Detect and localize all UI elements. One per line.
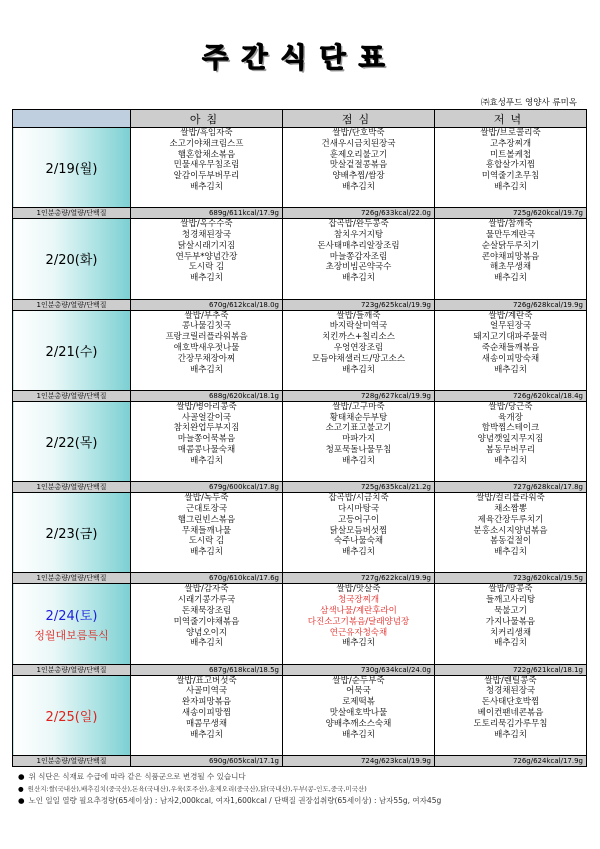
menu-item: 얼무된장국 bbox=[489, 321, 532, 332]
footnote-text: 노인 일일 열량 필요추정량(65세이상) : 남자2,000kcal, 여자1,600kcal / 단백질 권장섭취량(65세이상) : 남자55g, 여자45g bbox=[28, 796, 442, 805]
day-date: 2/23(금) bbox=[45, 527, 98, 543]
dinner-menu-cell bbox=[435, 401, 587, 481]
dinner-menu-cell bbox=[435, 310, 587, 390]
menu-item: 봄동무버무리 bbox=[485, 445, 536, 456]
day-row bbox=[13, 128, 587, 208]
menu-item: 민물새우무침조림 bbox=[173, 160, 240, 171]
menu-item: 황태채순두부탕 bbox=[329, 412, 388, 423]
menu-item: 배추김치 bbox=[494, 638, 527, 649]
menu-item: 미역줄기초무침 bbox=[481, 171, 540, 182]
menu-item: 마늘쫑감자조림 bbox=[329, 251, 388, 262]
breakfast-nutrition-value: 687g/618kcal/18.5g bbox=[131, 664, 283, 675]
menu-item-list bbox=[435, 584, 586, 649]
menu-item: 쌀밥/컬리플라워죽 bbox=[476, 493, 545, 504]
menu-item-list bbox=[131, 584, 282, 649]
menu-item: 청국장찌개 bbox=[337, 595, 380, 606]
menu-item: 양념깻잎지무지짐 bbox=[477, 434, 544, 445]
menu-item: 돈채묵장조림 bbox=[181, 606, 232, 616]
page-title: 주간식단표 bbox=[202, 43, 398, 74]
menu-item: 참치우거지탕 bbox=[333, 230, 384, 241]
breakfast-menu-cell bbox=[131, 584, 283, 664]
breakfast-menu-cell bbox=[131, 401, 283, 481]
company-name: ㈜효성푸드 영양사 류미옥 bbox=[480, 98, 577, 108]
menu-item: 다시마탕국 bbox=[337, 503, 380, 514]
breakfast-nutrition-value: 670g/612kcal/18.0g bbox=[131, 299, 283, 310]
menu-item: 배추김치 bbox=[342, 273, 375, 284]
nutrition-label: 1인분총량/열량/단백질 bbox=[13, 573, 131, 584]
day-date: 2/25(일) bbox=[45, 709, 98, 725]
menu-item: 배추김치 bbox=[342, 729, 375, 740]
menu-item: 돈사태매추리알장조림 bbox=[317, 240, 400, 251]
menu-item: 육개장 bbox=[498, 412, 523, 423]
menu-item: 사골얼갈이국 bbox=[181, 412, 232, 423]
breakfast-nutrition-value: 689g/611kcal/17.9g bbox=[131, 208, 283, 219]
menu-table bbox=[12, 109, 587, 767]
day-cell bbox=[13, 584, 131, 664]
menu-item: 쌀밥/땅콩죽 bbox=[488, 584, 533, 595]
breakfast-menu-cell bbox=[131, 219, 283, 299]
menu-item: 배추김치 bbox=[342, 455, 375, 466]
menu-item: 바지락살미역국 bbox=[329, 321, 388, 332]
menu-item: 삼색나물/계란후라이 bbox=[320, 606, 397, 616]
day-date: 2/22(목) bbox=[45, 435, 98, 451]
nutrition-row bbox=[13, 390, 587, 401]
menu-item-list bbox=[131, 219, 282, 284]
day-cell bbox=[13, 128, 131, 208]
menu-item: 배추김치 bbox=[494, 455, 527, 466]
day-cell bbox=[13, 401, 131, 481]
menu-item: 쌀밥/감자죽 bbox=[184, 584, 229, 595]
menu-item: 도시락 김 bbox=[188, 262, 225, 273]
menu-item: 쌀밥/참깨죽 bbox=[488, 219, 533, 230]
menu-item: 양배추깨소스숙채 bbox=[325, 718, 392, 729]
menu-item-list bbox=[283, 676, 434, 741]
lunch-menu-cell bbox=[283, 675, 435, 755]
menu-item: 함박찜스테이크 bbox=[481, 423, 540, 434]
menu-item-list bbox=[435, 676, 586, 741]
day-row bbox=[13, 310, 587, 390]
day-row bbox=[13, 401, 587, 481]
menu-item: 배추김치 bbox=[342, 181, 375, 192]
menu-item: 마늘쫑어묵볶음 bbox=[177, 434, 236, 445]
lunch-nutrition-value: 724g/623kcal/19.9g bbox=[283, 756, 435, 767]
menu-item: 청경채된장국 bbox=[181, 230, 232, 241]
menu-item: 콘야채피망볶음 bbox=[481, 251, 540, 262]
menu-item: 배추김치 bbox=[190, 364, 223, 375]
day-date: 2/19(월) bbox=[45, 162, 98, 178]
menu-item-list bbox=[435, 219, 586, 284]
menu-item: 양배추찜/쌈장 bbox=[332, 171, 385, 182]
menu-item: 배추김치 bbox=[494, 364, 527, 375]
menu-item: 쌀밥/단호박죽 bbox=[332, 128, 385, 138]
menu-item: 프랑크릴러플라워볶음 bbox=[165, 332, 248, 343]
menu-item: 배추김치 bbox=[494, 729, 527, 740]
day-date: 2/21(수) bbox=[45, 344, 98, 360]
lunch-menu-cell bbox=[283, 310, 435, 390]
lunch-nutrition-value: 723g/625kcal/19.9g bbox=[283, 299, 435, 310]
menu-item: 배추김치 bbox=[190, 547, 223, 558]
menu-item: 근대토장국 bbox=[185, 503, 228, 514]
menu-item-list bbox=[435, 311, 586, 376]
dinner-nutrition-value: 723g/620kcal/19.5g bbox=[435, 573, 587, 584]
menu-item: 쌀밥/순두부죽 bbox=[332, 675, 385, 686]
lunch-nutrition-value: 730g/634kcal/24.0g bbox=[283, 664, 435, 675]
menu-item-list bbox=[131, 128, 282, 193]
footnote-text: 원산지:쌀(국내산),배추김치(중국산),돈육(국내산),우육(호주산),훈제오리(중국산),닭(국내산),두부(콩-인도,중국,미국산) bbox=[27, 785, 367, 793]
menu-item: 쌀밥/렌틸콩죽 bbox=[484, 675, 537, 686]
lunch-nutrition-value: 727g/622kcal/19.9g bbox=[283, 573, 435, 584]
menu-item: 배추김치 bbox=[190, 638, 223, 649]
lunch-menu-cell bbox=[283, 128, 435, 208]
menu-item: 치킨까스+칠리소스 bbox=[322, 332, 395, 343]
menu-item: 물만두계란국 bbox=[485, 230, 536, 241]
menu-item: 미역줄기야채볶음 bbox=[173, 616, 240, 627]
dinner-nutrition-value: 727g/628kcal/17.8g bbox=[435, 482, 587, 493]
menu-item: 배추김치 bbox=[342, 638, 375, 649]
nutrition-label: 1인분총량/열량/단백질 bbox=[13, 299, 131, 310]
menu-item: 완자피망볶음 bbox=[181, 697, 232, 708]
dinner-menu-cell bbox=[435, 128, 587, 208]
menu-item: 연두부*양념간장 bbox=[175, 251, 238, 262]
menu-item: 매콤콩나물숙채 bbox=[177, 445, 236, 456]
menu-item: 마파가지 bbox=[342, 434, 375, 445]
menu-item: 청경채된장국 bbox=[485, 686, 536, 697]
menu-item: 다진소고기볶음/달래양념장 bbox=[307, 616, 410, 627]
menu-item-list bbox=[131, 493, 282, 558]
menu-item: 들깨고사리탕 bbox=[485, 595, 536, 606]
menu-item: 매콤무생채 bbox=[185, 718, 228, 729]
menu-item: 순살닭두루치기 bbox=[481, 240, 540, 251]
menu-item: 간장무채장아찌 bbox=[177, 353, 236, 364]
menu-item: 돈사태단호박찜 bbox=[481, 697, 540, 708]
menu-item-list bbox=[131, 402, 282, 467]
bullet-icon: ● bbox=[18, 796, 25, 805]
menu-item: 배추김치 bbox=[494, 273, 527, 284]
day-row bbox=[13, 219, 587, 299]
menu-item: 치커리생채 bbox=[489, 627, 532, 638]
day-special-note: 정월대보름특식 bbox=[34, 629, 109, 643]
menu-item: 묵불고기 bbox=[494, 606, 527, 616]
lunch-nutrition-value: 726g/633kcal/22.0g bbox=[283, 208, 435, 219]
header-dinner: 저녁 bbox=[435, 110, 587, 128]
menu-item: 배추김치 bbox=[190, 455, 223, 466]
nutrition-label: 1인분총량/열량/단백질 bbox=[13, 390, 131, 401]
menu-item: 베이컨팬네콘볶음 bbox=[477, 708, 544, 719]
breakfast-menu-cell bbox=[131, 310, 283, 390]
menu-item: 새송이피망찜 bbox=[181, 708, 232, 719]
menu-item: 도시락 김 bbox=[188, 536, 225, 547]
menu-item: 청포묵돌나물무침 bbox=[325, 445, 392, 456]
nutrition-row bbox=[13, 756, 587, 767]
footnote bbox=[18, 783, 588, 795]
menu-item: 봄동겉절이 bbox=[489, 536, 532, 547]
menu-item: 해초무생채 bbox=[489, 262, 532, 273]
dinner-nutrition-value: 726g/624kcal/17.9g bbox=[435, 756, 587, 767]
menu-item: 어묵국 bbox=[346, 686, 371, 697]
dinner-menu-cell bbox=[435, 493, 587, 573]
menu-item: 숙주나물숙채 bbox=[333, 536, 384, 547]
menu-item: 사골미역국 bbox=[185, 686, 228, 697]
breakfast-menu-cell bbox=[131, 675, 283, 755]
menu-item: 배추김치 bbox=[494, 181, 527, 192]
menu-item: 쌀밥/병아리콩죽 bbox=[176, 401, 237, 412]
nutrition-label: 1인분총량/열량/단백질 bbox=[13, 208, 131, 219]
menu-item: 죽순채들깨볶음 bbox=[481, 342, 540, 353]
menu-item: 햄그린빈스볶음 bbox=[177, 514, 236, 525]
menu-item: 쌀밥/맛살죽 bbox=[336, 584, 381, 595]
menu-item: 돼지고기대파주물럭 bbox=[473, 332, 548, 343]
menu-item: 가지나물볶음 bbox=[485, 616, 536, 627]
bullet-icon: ● bbox=[18, 772, 25, 781]
menu-item: 배추김치 bbox=[190, 729, 223, 740]
menu-item: 미트볼케첩 bbox=[489, 149, 532, 160]
menu-item: 양념오이지 bbox=[185, 627, 228, 638]
menu-item: 알감이두부버무리 bbox=[173, 171, 240, 182]
dinner-menu-cell bbox=[435, 584, 587, 664]
menu-item: 쌀밥/부추죽 bbox=[184, 310, 229, 321]
menu-item: 닭살시래기지짐 bbox=[177, 240, 236, 251]
menu-item-list bbox=[131, 676, 282, 741]
menu-item: 잡곡밥/완두콩죽 bbox=[328, 219, 389, 230]
menu-item: 잡곡밥/시금치죽 bbox=[328, 493, 389, 504]
dinner-nutrition-value: 722g/621kcal/18.1g bbox=[435, 664, 587, 675]
day-row bbox=[13, 584, 587, 664]
menu-item: 닭살모듬버섯찜 bbox=[329, 525, 388, 536]
menu-item: 배추김치 bbox=[342, 364, 375, 375]
dinner-menu-cell bbox=[435, 675, 587, 755]
nutrition-row bbox=[13, 208, 587, 219]
header-corner bbox=[13, 110, 131, 128]
menu-item: 초장비빔곤약국수 bbox=[325, 262, 392, 273]
menu-item: 새송이피망숙채 bbox=[481, 353, 540, 364]
menu-item-list bbox=[131, 311, 282, 376]
dinner-menu-cell bbox=[435, 219, 587, 299]
menu-item: 맛살애호박나물 bbox=[329, 708, 388, 719]
menu-item-list bbox=[283, 402, 434, 467]
menu-item: 쌀밥/브로콜리죽 bbox=[480, 128, 541, 138]
dinner-nutrition-value: 725g/620kcal/19.7g bbox=[435, 208, 587, 219]
menu-item: 햄혼합채소볶음 bbox=[177, 149, 236, 160]
menu-item: 훈제오리불고기 bbox=[329, 149, 388, 160]
menu-item: 콩나물김칫국 bbox=[181, 321, 232, 332]
menu-item: 시래기콩가루국 bbox=[177, 595, 236, 606]
menu-item: 흥합살가지찜 bbox=[485, 160, 536, 171]
menu-item-list bbox=[283, 584, 434, 649]
header-row bbox=[13, 110, 587, 128]
breakfast-nutrition-value: 688g/620kcal/18.1g bbox=[131, 390, 283, 401]
nutrition-label: 1인분총량/열량/단백질 bbox=[13, 756, 131, 767]
footnote-text: 위 식단은 식재료 수급에 따라 같은 식품군으로 변경될 수 있습니다 bbox=[28, 772, 246, 781]
day-cell bbox=[13, 219, 131, 299]
menu-item: 배추김치 bbox=[190, 273, 223, 284]
nutrition-row bbox=[13, 299, 587, 310]
nutrition-row bbox=[13, 664, 587, 675]
header-breakfast: 아침 bbox=[131, 110, 283, 128]
breakfast-menu-cell bbox=[131, 128, 283, 208]
nutrition-label: 1인분총량/열량/단백질 bbox=[13, 664, 131, 675]
menu-item: 우엉연장조림 bbox=[333, 342, 384, 353]
menu-item: 배추김치 bbox=[342, 547, 375, 558]
day-cell bbox=[13, 675, 131, 755]
menu-item: 무채들깨나물 bbox=[181, 525, 232, 536]
nutrition-label: 1인분총량/열량/단백질 bbox=[13, 482, 131, 493]
day-date: 2/20(화) bbox=[45, 253, 98, 269]
menu-item: 맛살겉절콩볶음 bbox=[329, 160, 388, 171]
menu-item: 쌀밥/표고버섯죽 bbox=[176, 675, 237, 686]
day-row bbox=[13, 493, 587, 573]
menu-item: 쌀밥/들깨죽 bbox=[336, 310, 381, 321]
menu-item: 애호박새우젓나물 bbox=[173, 342, 240, 353]
menu-item: 제육간장두루치기 bbox=[477, 514, 544, 525]
menu-item: 채소짬뽕 bbox=[494, 503, 527, 514]
lunch-menu-cell bbox=[283, 584, 435, 664]
menu-item-list bbox=[283, 128, 434, 193]
footnote bbox=[18, 795, 588, 807]
menu-item: 로제떡볶 bbox=[342, 697, 375, 708]
dinner-nutrition-value: 726g/620kcal/18.4g bbox=[435, 390, 587, 401]
breakfast-nutrition-value: 670g/610kcal/17.6g bbox=[131, 573, 283, 584]
menu-item-list bbox=[283, 493, 434, 558]
breakfast-nutrition-value: 690g/605kcal/17.1g bbox=[131, 756, 283, 767]
header-lunch: 점심 bbox=[283, 110, 435, 128]
menu-item: 배추김치 bbox=[494, 547, 527, 558]
lunch-nutrition-value: 728g/627kcal/19.9g bbox=[283, 390, 435, 401]
menu-item-list bbox=[283, 219, 434, 284]
menu-item: 쌀밥/녹두죽 bbox=[184, 493, 229, 504]
menu-item: 배추김치 bbox=[190, 181, 223, 192]
menu-item: 모듬야채샐러드/망고소스 bbox=[311, 353, 406, 364]
lunch-menu-cell bbox=[283, 401, 435, 481]
footnotes bbox=[18, 771, 588, 807]
dinner-nutrition-value: 726g/628kcal/19.9g bbox=[435, 299, 587, 310]
menu-item: 건새우시금치된장국 bbox=[321, 138, 396, 149]
menu-item-list bbox=[435, 402, 586, 467]
lunch-menu-cell bbox=[283, 493, 435, 573]
menu-item: 쌀밥/흑임자죽 bbox=[180, 128, 233, 138]
menu-item: 고등어구이 bbox=[337, 514, 380, 525]
menu-item: 분홍소시지양념볶음 bbox=[473, 525, 548, 536]
menu-item: 소고기야채크림스프 bbox=[169, 138, 244, 149]
menu-item-list bbox=[283, 311, 434, 376]
menu-item: 고추장찌개 bbox=[489, 138, 532, 149]
day-row bbox=[13, 675, 587, 755]
breakfast-nutrition-value: 679g/600kcal/17.8g bbox=[131, 482, 283, 493]
menu-item: 쌀밥/고구마죽 bbox=[332, 401, 385, 412]
menu-item: 참치완업두부지짐 bbox=[173, 423, 240, 434]
lunch-nutrition-value: 725g/635kcal/21.2g bbox=[283, 482, 435, 493]
nutrition-row bbox=[13, 573, 587, 584]
nutrition-row bbox=[13, 482, 587, 493]
menu-item: 쌀밥/옥수수죽 bbox=[180, 219, 233, 230]
menu-item: 소고기표고불고기 bbox=[325, 423, 392, 434]
day-date: 2/24(토) bbox=[45, 609, 98, 625]
menu-item-list bbox=[435, 493, 586, 558]
breakfast-menu-cell bbox=[131, 493, 283, 573]
bullet-icon: ● bbox=[18, 785, 24, 793]
footnote bbox=[18, 771, 588, 783]
menu-item: 쌀밥/당근죽 bbox=[488, 401, 533, 412]
day-cell bbox=[13, 310, 131, 390]
day-cell bbox=[13, 493, 131, 573]
menu-item: 쌀밥/계란죽 bbox=[488, 310, 533, 321]
menu-item: 연근유자청숙채 bbox=[329, 627, 388, 638]
menu-item-list bbox=[435, 128, 586, 193]
lunch-menu-cell bbox=[283, 219, 435, 299]
menu-item: 도토리묵김가루무침 bbox=[473, 718, 548, 729]
